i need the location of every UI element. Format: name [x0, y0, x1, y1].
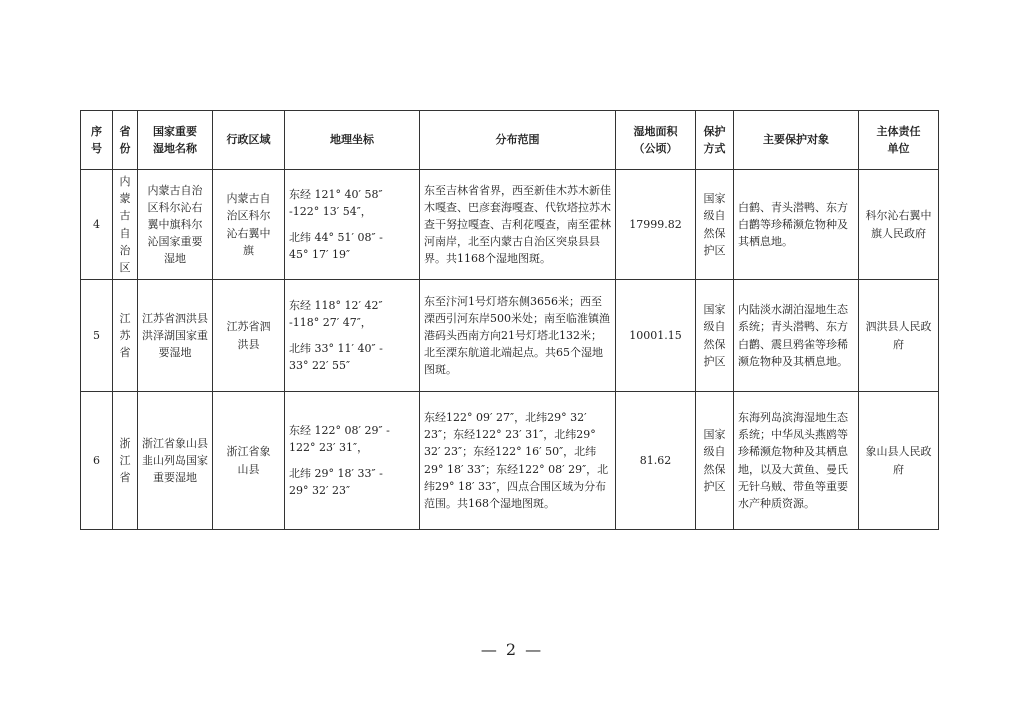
header-range: 分布范围: [420, 111, 616, 170]
cell-name: 浙江省象山县韭山列岛国家重要湿地: [138, 392, 213, 530]
cell-range: 东经122° 09′ 27″，北纬29° 32′ 23″；东经122° 23′ 31″，北纬29° 32′ 23″；东经122° 16′ 50″，北纬29° 18′ 33″；东经122° 08′ 29″，北纬29° 18′ 33″，四点合围区域为分布范围。共168个湿地图斑。: [420, 392, 616, 530]
cell-admin: 江苏省泗 洪县: [213, 280, 285, 392]
cell-area: 81.62: [616, 392, 696, 530]
cell-area: 10001.15: [616, 280, 696, 392]
coord-north: 北纬 44° 51′ 08″ - 45° 17′ 19″: [289, 230, 383, 261]
cell-owner: 象山县人民政府: [859, 392, 939, 530]
header-province: 省 份: [113, 111, 138, 170]
cell-seq: 6: [81, 392, 113, 530]
cell-province: 江 苏 省: [113, 280, 138, 392]
page-number: — 2 —: [480, 640, 544, 659]
header-protect: 保护 方式: [696, 111, 734, 170]
cell-province: 浙 江 省: [113, 392, 138, 530]
cell-objects: 东海列岛滨海湿地生态系统；中华凤头燕鸥等珍稀濒危物种及其栖息地，以及大黄鱼、曼氏无针乌贼、带鱼等重要水产种质资源。: [734, 392, 859, 530]
header-owner: 主体责任 单位: [859, 111, 939, 170]
cell-protect: 国家 级自 然保 护区: [696, 392, 734, 530]
cell-admin: 内蒙古自 治区科尔 沁右翼中 旗: [213, 170, 285, 280]
cell-coords: [285, 280, 420, 392]
header-objects: 主要保护对象: [734, 111, 859, 170]
cell-range: 东至汴河1号灯塔东侧3656米；西至溧西引河东岸500米处；南至临淮镇渔港码头西南方向21号灯塔北132米；北至溧东航道北端起点。共65个湿地图斑。: [420, 280, 616, 392]
cell-name: 内蒙古自治 区科尔沁右 翼中旗科尔 沁国家重要 湿地: [138, 170, 213, 280]
cell-objects: 白鹤、青头潜鸭、东方白鹳等珍稀濒危物种及其栖息地。: [734, 170, 859, 280]
header-row: [81, 111, 939, 170]
cell-owner: 泗洪县人民政府: [859, 280, 939, 392]
coord-east: 东经 118° 12′ 42″ -118° 27′ 47″，: [289, 299, 383, 330]
cell-area: 17999.82: [616, 170, 696, 280]
coord-east: 东经 122° 08′ 29″ - 122° 23′ 31″，: [289, 424, 390, 455]
table-row: [81, 280, 939, 392]
table-row: [81, 170, 939, 280]
cell-admin: 浙江省象 山县: [213, 392, 285, 530]
cell-owner: 科尔沁右翼中旗人民政府: [859, 170, 939, 280]
cell-coords: [285, 170, 420, 280]
coord-north: 北纬 33° 11′ 40″ - 33° 22′ 55″: [289, 341, 383, 372]
coord-east: 东经 121° 40′ 58″ -122° 13′ 54″，: [289, 188, 383, 219]
header-seq: 序 号: [81, 111, 113, 170]
cell-objects: 内陆淡水湖泊湿地生态系统；青头潜鸭、东方白鹳、震旦鸦雀等珍稀濒危物种及其栖息地。: [734, 280, 859, 392]
coord-north: 北纬 29° 18′ 33″ - 29° 32′ 23″: [289, 466, 383, 497]
header-name: 国家重要 湿地名称: [138, 111, 213, 170]
table-row: [81, 392, 939, 530]
cell-name: 江苏省泗洪县洪泽湖国家重要湿地: [138, 280, 213, 392]
cell-protect: 国家 级自 然保 护区: [696, 280, 734, 392]
header-admin: 行政区域: [213, 111, 285, 170]
cell-province: 内 蒙 古 自 治 区: [113, 170, 138, 280]
cell-protect: 国家 级自 然保 护区: [696, 170, 734, 280]
cell-range: 东至吉林省省界，西至新佳木苏木新佳木嘎查、巴彦套海嘎查、代钦塔拉苏木查干努拉嘎查、吉利花嘎查，南至霍林河南岸，北至内蒙古自治区突泉县县界。共1168个湿地图斑。: [420, 170, 616, 280]
header-area: 湿地面积 （公顷）: [616, 111, 696, 170]
cell-seq: 5: [81, 280, 113, 392]
cell-seq: 4: [81, 170, 113, 280]
header-coords: 地理坐标: [285, 111, 420, 170]
cell-coords: [285, 392, 420, 530]
wetland-table: [80, 110, 939, 530]
